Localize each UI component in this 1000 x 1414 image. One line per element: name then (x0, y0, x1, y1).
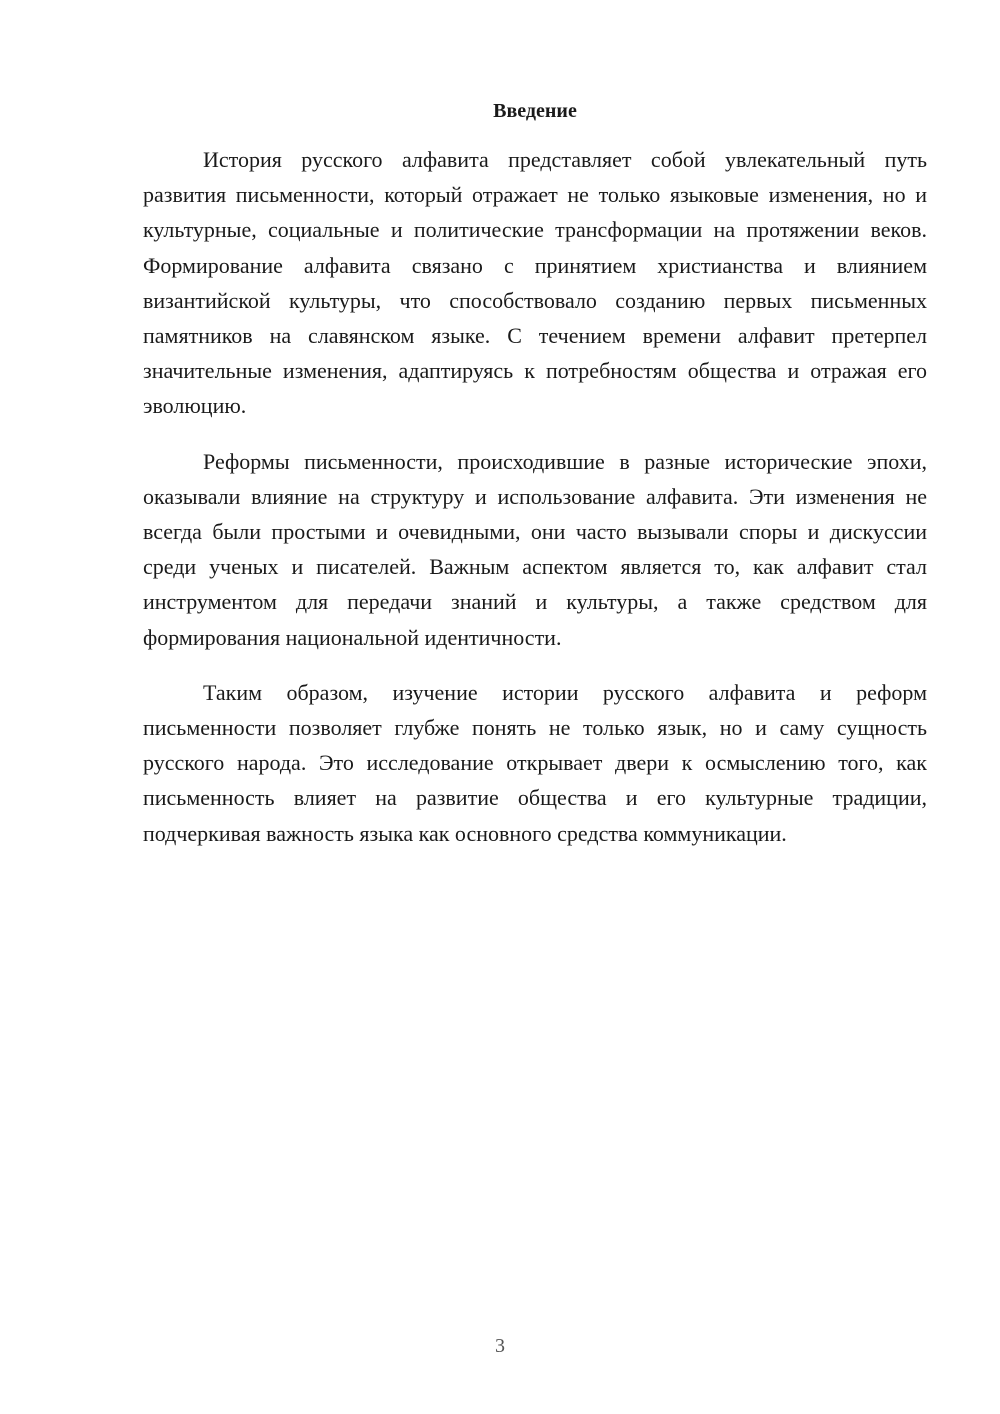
section-heading: Введение (493, 100, 577, 122)
page-content (143, 96, 927, 871)
page-number: 3 (495, 1335, 505, 1357)
paragraph-3: Таким образом, изучение истории русского алфавита и реформ письменности позволяет глубже понять не только язык, но и саму сущность русского народа. Это исследование открывает двери к осмыслению того, как письменность влияет на развитие общества и его культурные традиции, подчеркивая важность языка как основного средства коммуникации. (143, 679, 927, 846)
paragraph-1: История русского алфавита представляет собой увлекательный путь развития письменности, который отражает не только языковые изменения, но и культурные, социальные и политические трансформации на протяжении веков. Формирование алфавита связано с принятием христианства и влиянием византийской культуры, что способствовало созданию первых письменных памятников на славянском языке. С течением времени алфавит претерпел значительные изменения, адаптируясь к потребностям общества и отражая его эволюцию. (143, 147, 927, 419)
paragraph-2: Реформы письменности, происходившие в разные исторические эпохи, оказывали влияние на структуру и использование алфавита. Эти изменения не всегда были простыми и очевидными, они часто вызывали споры и дискуссии среди ученых и писателей. Важным аспектом является то, как алфавит стал инструментом для передачи знаний и культуры, а также средством для формирования национальной идентичности. (143, 448, 927, 650)
